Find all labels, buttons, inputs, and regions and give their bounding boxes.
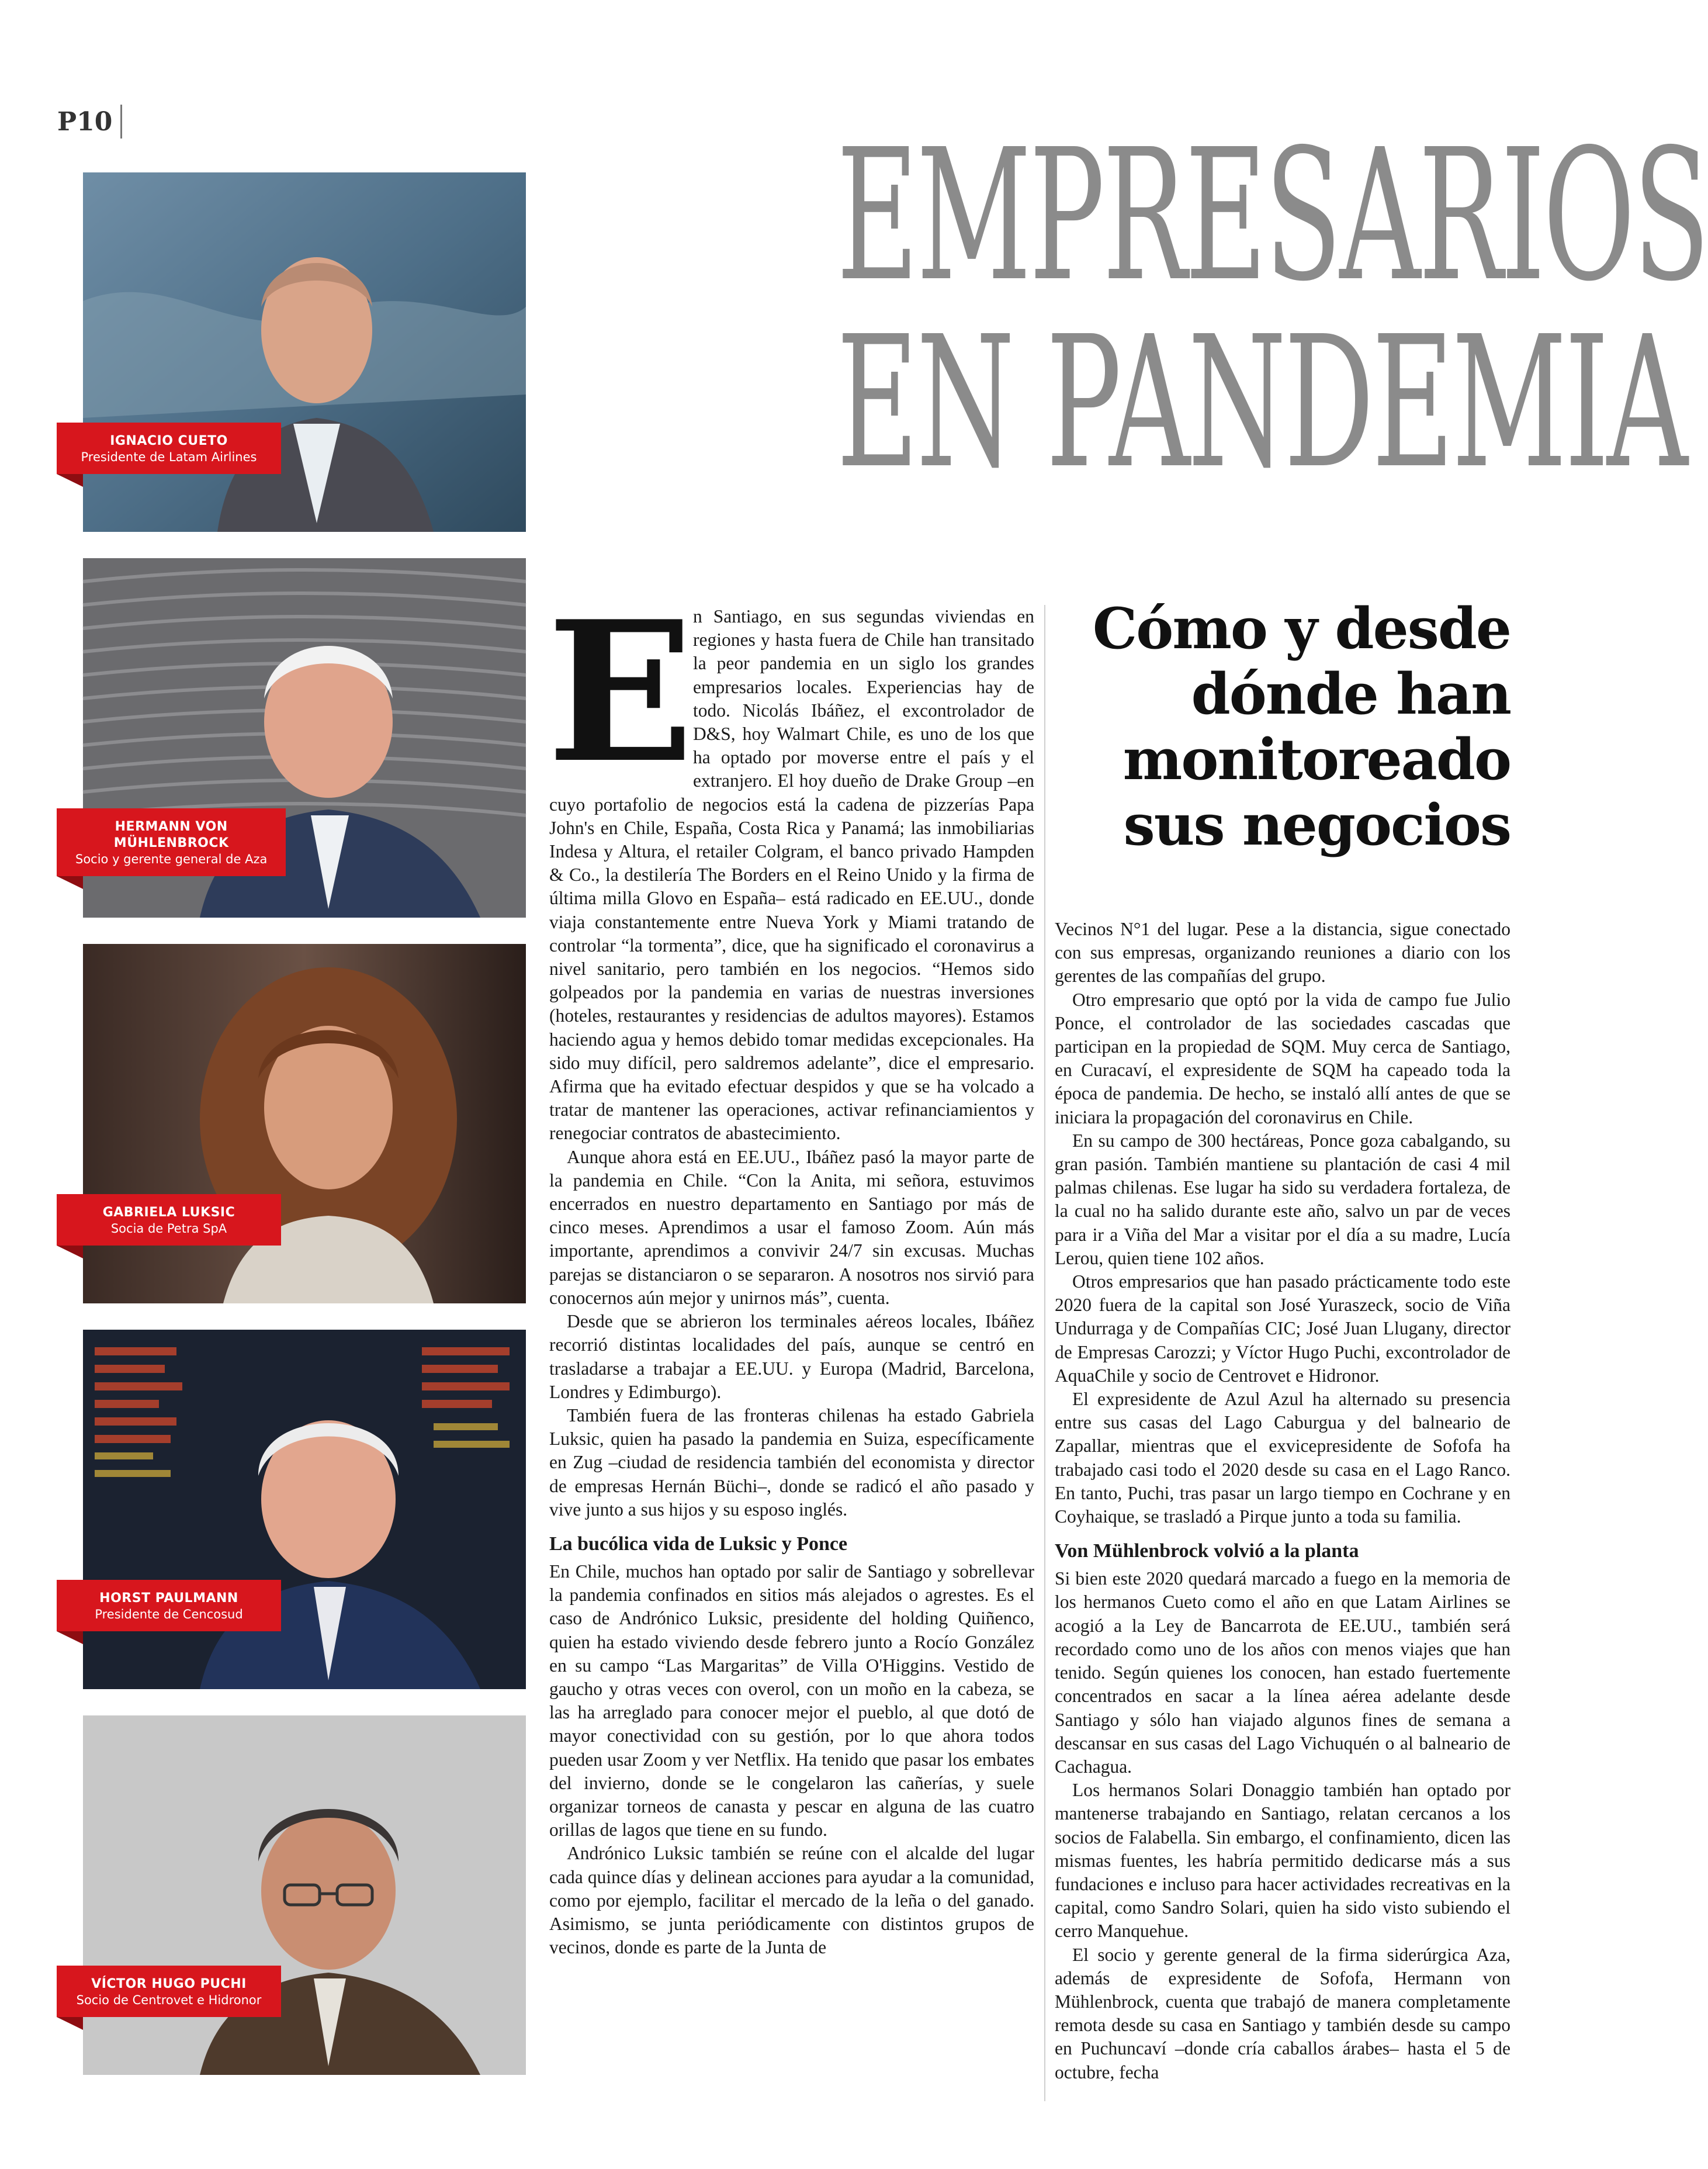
caption-role: Socia de Petra SpA bbox=[110, 1222, 227, 1236]
article-paragraph: n Santiago, en sus segundas viviendas en regiones y hasta fuera de Chile han transitado la peor pandemia en un siglo los grandes empresarios locales. Experiencias hay de todo. Nicolás Ibáñez, el excontrolador de D&S, hoy Walmart Chile, es uno de los que ha optado por moverse entre el país y el extranjero. El hoy dueño de Drake Group –en cuyo portafolio de negocios está la cadena de pizzerías Papa John's en Chile, España, Costa Rica y Panamá; las inmobiliarias Indesa y Altura, el retailer Colgram, el banco privado Hampden & Co., la destilería The Borders en el Reino Unido y la firma de última milla Glovo en España– está radicado en EE.UU., donde viaja constantemente entre Nueva York y Miami tratando de controlar “la tormenta”, dice, que ha significado el coronavirus a nivel sanitario, pero también en los negocios. “Hemos sido golpeados por la pandemia en varias de nuestras inversiones (hoteles, restaurantes y residencias de adultos mayores). Estamos haciendo agua y hemos debido tomar medidas excepcionales. Ha sido muy difícil, pero saldremos adelante”, dice el empresario. Afirma que ha evitado efectuar despidos y que se ha volcado a tratar de mantener las operaciones, activar refinanciamientos y renegociar contratos de abastecimiento. bbox=[549, 606, 1034, 1144]
article-paragraph: Aunque ahora está en EE.UU., Ibáñez pasó la mayor parte de la pandemia en Chile. “Con la Anita, mi señora, estuvimos encerrados en nuestro departamento en Santiago por más de cinco meses. Aprendimos a usar el famoso Zoom. Aún más importante, aprendimos a convivir 24/7 sin excusas. Muchas parejas se distanciaron o se separaron. A nosotros nos sirvió para conocernos aún mejor y unirnos más”, cuenta. bbox=[549, 1146, 1034, 1308]
photo-ignacio-cueto bbox=[83, 172, 526, 532]
subheadline bbox=[1052, 596, 1510, 858]
article-paragraph: En su campo de 300 hectáreas, Ponce goza cabalgando, su gran pasión. También mantiene su plantación de casi 4 mil palmas chilenas. Ese lugar ha sido su verdadera fortaleza, de la cual no ha salido durante este año, salvo un par de veces para ir a Viña del Mar a visitar por el día a su madre, Lucía Lerou, quien tiene 102 años. bbox=[1055, 1130, 1510, 1268]
article-paragraph: Desde que se abrieron los terminales aéreos locales, Ibáñez recorrió distintas localidades del país, aunque se centró en trasladarse a trabajar a EE.UU. y Europa (Madrid, Barcelona, Londres y Edimburgo). bbox=[549, 1311, 1034, 1402]
subheadline-line4: sus negocios bbox=[1123, 792, 1510, 858]
photo-gabriela-luksic bbox=[83, 944, 526, 1303]
article-paragraph: Si bien este 2020 quedará marcado a fuego en la memoria de los hermanos Cueto como el año en que Latam Airlines se acogió a la Ley de Bancarrota de EE.UU., también será recordado como uno de los años con menos viajes que han tenido. Según quienes los conocen, han estado fuertemente concentrados en sacar a la línea aérea adelante desde Santiago y sólo han viajado algunos fines de semana a descansar en sus casas del Lago Vichuquén o al balneario de Cachagua. bbox=[1055, 1568, 1510, 1777]
section-heading: Von Mühlenbrock volvió a la planta bbox=[1055, 1540, 1359, 1562]
photo-caption bbox=[57, 1966, 281, 2017]
caption-role: Socio de Centrovet e Hidronor bbox=[76, 1993, 262, 2007]
photo-caption bbox=[57, 808, 286, 876]
caption-name-line2: MÜHLENBROCK bbox=[113, 836, 229, 850]
portrait-image bbox=[83, 1330, 526, 1689]
photo-hermann-von-muhlenbrock bbox=[75, 558, 526, 918]
portrait-image bbox=[83, 172, 526, 532]
photo-horst-paulmann bbox=[83, 1330, 526, 1689]
portrait-image bbox=[83, 1715, 526, 2075]
article-paragraph: En Chile, muchos han optado por salir de Santiago y sobrellevar la pandemia confinados en sitios más alejados o agrestes. Es el caso de Andrónico Luksic, presidente del holding Quiñenco, quien ha estado viviendo desde febrero junto a Rocío González en su campo “Las Margaritas” de Villa O'Higgins. Vestido de gaucho y otras veces con overol, con un moño en la cabeza, se las ha arreglado para conocer mejor el pueblo, al que dotó de mayor conectividad con su gestión, por lo que ahora todos pueden usar Zoom y ver Netflix. Ha tenido que pasar los embates del invierno, donde se le congelaron las cañerías, y suele organizar torneos de canasta y pescar en alguna de las cuatro orillas de lagos que tiene en su fundo. bbox=[549, 1561, 1034, 1841]
photo-caption bbox=[57, 1194, 281, 1246]
caption-name: HORST PAULMANN bbox=[99, 1591, 238, 1606]
article-paragraph: El expresidente de Azul Azul ha alternado su presencia entre sus casas del Lago Caburgua y del balneario de Zapallar, mientras que el exvicepresidente de Sofofa ha trabajado casi todo el 2020 desde su casa en el Lago Ranco. En tanto, Puchi, tras pasar un largo tiempo en Cochrane y en Coyhaique, se trasladó a Pirque junto a toda su familia. bbox=[1055, 1389, 1510, 1527]
caption-name: IGNACIO CUETO bbox=[110, 434, 228, 448]
page-number-label: P10 bbox=[57, 106, 113, 137]
drop-cap: E bbox=[547, 579, 694, 805]
article-paragraph: Andrónico Luksic también se reúne con el alcalde del lugar cada quince días y delinean acciones para ayudar a la comunidad, como por ejemplo, facilitar el mercado de la leña o del ganado. Asimismo, se junta periódicamente con distintos grupos de vecinos, donde es parte de la Junta de bbox=[549, 1843, 1034, 1958]
portrait-image bbox=[83, 944, 526, 1303]
caption-role: Presidente de Latam Airlines bbox=[81, 450, 257, 464]
subheadline-line2: dónde han bbox=[1191, 661, 1510, 727]
section-heading: La bucólica vida de Luksic y Ponce bbox=[549, 1533, 848, 1555]
article-paragraph: Vecinos N°1 del lugar. Pese a la distancia, sigue conectado con sus empresas, organizando reuniones a diario con los gerentes de las compañías del grupo. bbox=[1055, 919, 1510, 987]
caption-name: GABRIELA LUKSIC bbox=[102, 1205, 235, 1220]
caption-name: VÍCTOR HUGO PUCHI bbox=[91, 1977, 247, 1991]
article-column-2 bbox=[1055, 918, 1510, 2104]
subheadline-line1: Cómo y desde bbox=[1092, 596, 1510, 662]
caption-role: Socio y gerente general de Aza bbox=[75, 852, 268, 866]
caption-role: Presidente de Cencosud bbox=[95, 1607, 243, 1621]
photo-victor-hugo-puchi bbox=[76, 1715, 526, 2075]
article-paragraph: Los hermanos Solari Donaggio también han optado por mantenerse trabajando en Santiago, relatan cercanos a los socios de Falabella. Sin embargo, el confinamiento, dicen las mismas fuentes, les habría permitido dedicarse más a sus fundaciones e incluso para hacer actividades recreativas en la capital, como Sandro Solari, quien ha sido visto subiendo el cerro Manquehue. bbox=[1055, 1780, 1510, 1942]
headline-line2: EN PANDEMIA bbox=[836, 297, 1686, 508]
headline bbox=[678, 110, 1708, 508]
column-divider bbox=[1044, 605, 1045, 2101]
caption-name-line1: HERMANN VON bbox=[115, 819, 228, 834]
photo-caption bbox=[57, 1580, 281, 1631]
page-number-rule bbox=[120, 105, 122, 139]
article-paragraph: El socio y gerente general de la firma siderúrgica Aza, además de expresidente de Sofofa, Hermann von Mühlenbrock, cuenta que trabajó de manera completamente remota desde su casa en Santiago y también desde su campo en Puchuncaví –donde cría caballos árabes– hasta el 5 de octubre, fecha bbox=[1055, 1944, 1510, 2082]
article-paragraph: Otro empresario que optó por la vida de campo fue Julio Ponce, el controlador de las sociedades cascadas que participan en la propiedad de SQM. Muy cerca de Santiago, en Curacaví, el expresidente de SQM ha capeado toda la época de pandemia. De hecho, se instaló allí antes de que se iniciara la propagación del coronavirus en Chile. bbox=[1055, 989, 1510, 1127]
subheadline-line3: monitoreado bbox=[1123, 727, 1510, 793]
article-column-1 bbox=[547, 579, 1034, 2101]
article-paragraph: Otros empresarios que han pasado prácticamente todo este 2020 fuera de la capital son José Yuraszeck, socio de Viña Undurraga y de Compañías CIC; José Juan Llugany, director de Empresas Carozzi; y Víctor Hugo Puchi, excontrolador de AquaChile y socio de Centrovet e Hidronor. bbox=[1055, 1271, 1510, 1386]
page-number bbox=[57, 104, 122, 139]
article-paragraph: También fuera de las fronteras chilenas ha estado Gabriela Luksic, quien ha pasado la pandemia en Suiza, específicamente en Zug –ciudad de residencia también del economista y director de empresas Hernán Büchi–, donde se radicó el año pasado y vive junto a sus hijos y su esposo inglés. bbox=[549, 1405, 1034, 1520]
photo-caption bbox=[57, 423, 281, 474]
headline-line1: EMPRESARIOS bbox=[836, 110, 1708, 321]
